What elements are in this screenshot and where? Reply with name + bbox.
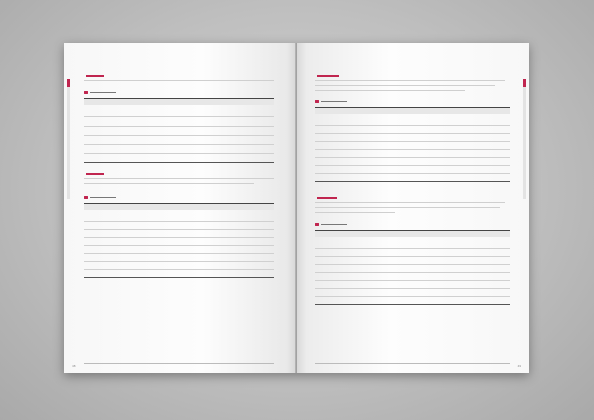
- right-table-2-caption: [315, 223, 347, 226]
- right-table-1-row: [315, 141, 510, 142]
- left-footer-rule: [84, 363, 274, 364]
- right-table-2-row: [315, 264, 510, 265]
- left-table-1-number-badge: [84, 91, 88, 94]
- left-table-1-row: [84, 126, 274, 127]
- right-page-number: 49: [517, 364, 521, 368]
- left-table-2-caption: [84, 196, 116, 199]
- left-table-1-row: [84, 153, 274, 154]
- right-table-2-bottom-rule: [315, 304, 510, 305]
- right-table-1-bottom-rule: [315, 181, 510, 182]
- left-table-1-caption: [84, 91, 116, 94]
- left-table-2-row: [84, 229, 274, 230]
- right-table-2-header: [315, 230, 510, 237]
- right-table-2-number-badge: [315, 223, 319, 226]
- right-table-2-row: [315, 296, 510, 297]
- right-section-1-text: [315, 85, 495, 86]
- right-table-1-row: [315, 173, 510, 174]
- right-chapter-tab: [523, 79, 526, 199]
- left-table-2-row: [84, 253, 274, 254]
- left-table-2-header: [84, 203, 274, 210]
- right-section-2-text: [315, 212, 395, 213]
- left-section-1-title: [84, 74, 104, 78]
- right-table-1-caption: [315, 100, 347, 103]
- right-table-1-row: [315, 133, 510, 134]
- right-section-1-text: [315, 80, 505, 81]
- right-table-2-row: [315, 280, 510, 281]
- left-chapter-tab: [67, 79, 70, 199]
- left-page: [64, 43, 296, 373]
- right-table-2-row: [315, 272, 510, 273]
- right-table-2-row: [315, 256, 510, 257]
- right-table-1-row: [315, 157, 510, 158]
- left-table-2-row: [84, 261, 274, 262]
- open-book-spread: [64, 43, 529, 373]
- right-section-2-text: [315, 202, 505, 203]
- right-table-2-row: [315, 248, 510, 249]
- left-table-2-row: [84, 245, 274, 246]
- right-table-1-header: [315, 107, 510, 114]
- left-chapter-tab-marker: [67, 79, 70, 87]
- right-section-1-text: [315, 90, 465, 91]
- left-table-2-bottom-rule: [84, 277, 274, 278]
- right-section-2-title: [315, 196, 337, 200]
- right-table-1-row: [315, 149, 510, 150]
- right-section-1-title: [315, 74, 339, 78]
- right-table-1-row: [315, 125, 510, 126]
- left-page-number: 48: [72, 364, 76, 368]
- right-table-1-row: [315, 165, 510, 166]
- left-table-1-row: [84, 144, 274, 145]
- right-section-2-text: [315, 207, 500, 208]
- left-table-2-number-badge: [84, 196, 88, 199]
- left-table-1-row: [84, 116, 274, 117]
- right-page: [297, 43, 529, 373]
- left-table-1-bottom-rule: [84, 162, 274, 163]
- right-table-1-number-badge: [315, 100, 319, 103]
- left-table-1-header: [84, 98, 274, 105]
- left-section-2-text: [84, 178, 274, 179]
- left-table-1-row: [84, 135, 274, 136]
- left-section-2-title: [84, 172, 104, 176]
- right-footer-rule: [315, 363, 510, 364]
- left-section-1-text: [84, 80, 274, 81]
- left-table-2-row: [84, 237, 274, 238]
- left-section-2-text: [84, 183, 254, 184]
- right-table-2-row: [315, 288, 510, 289]
- right-chapter-tab-marker: [523, 79, 526, 87]
- left-table-2-row: [84, 221, 274, 222]
- left-table-2-row: [84, 269, 274, 270]
